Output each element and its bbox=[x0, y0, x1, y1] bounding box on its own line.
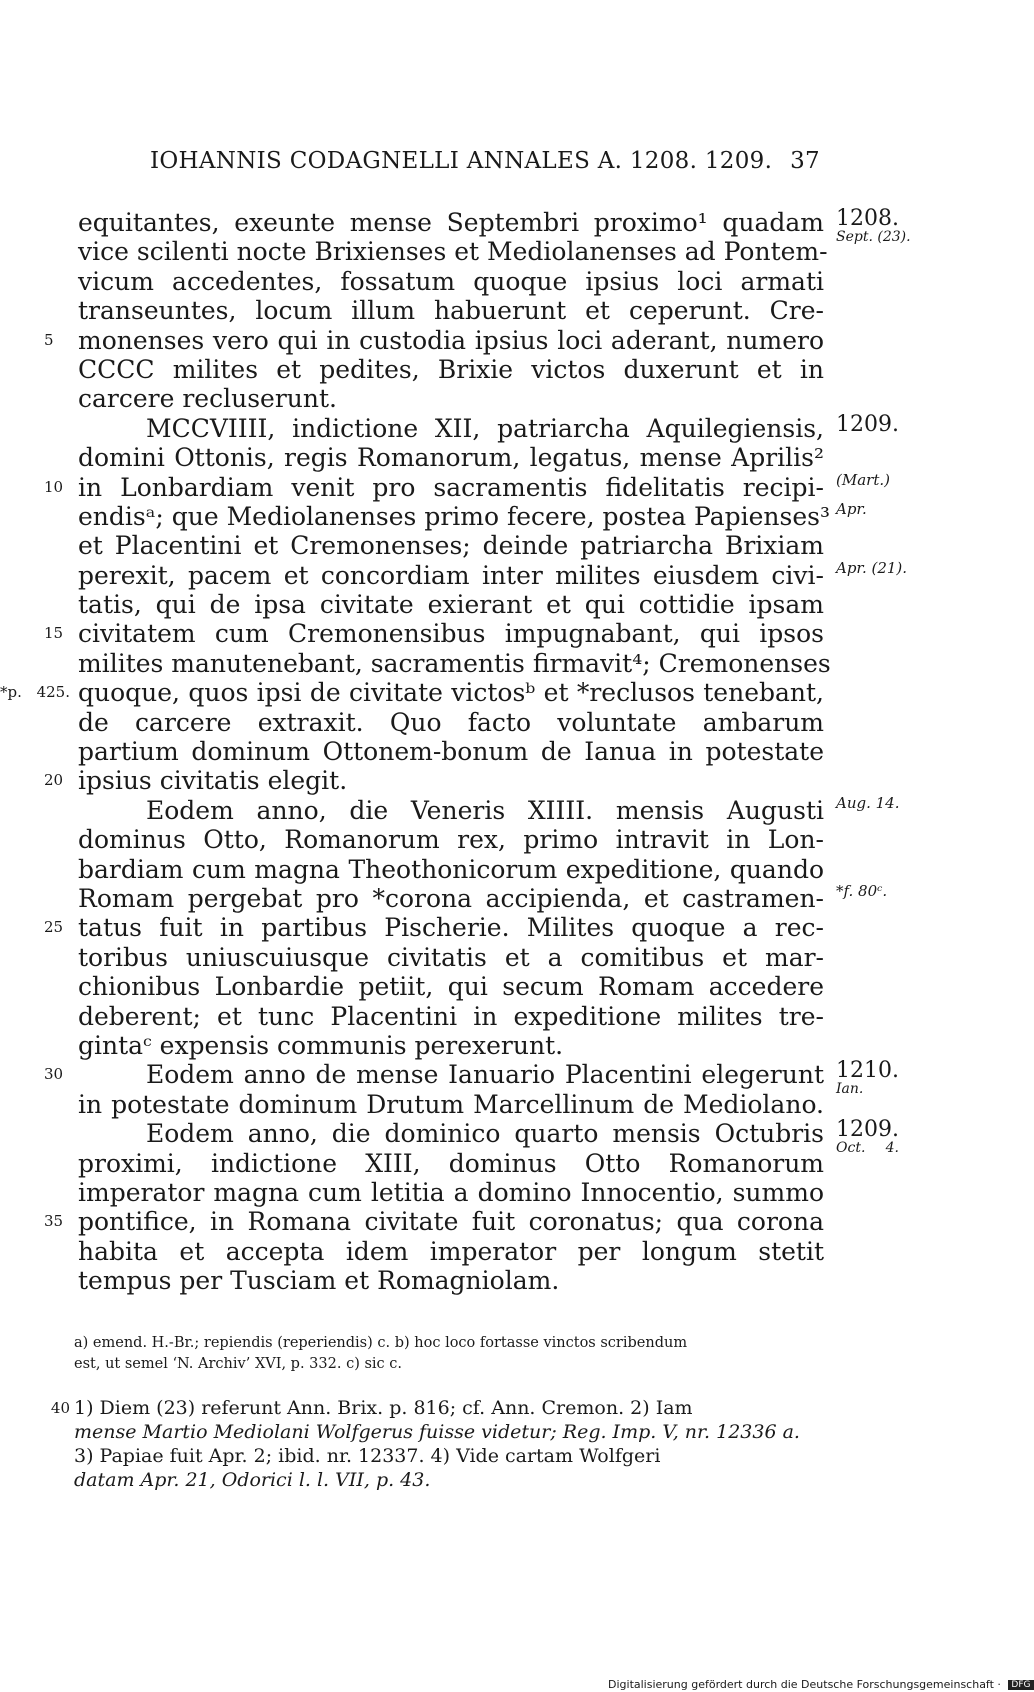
text-line: Romam pergebat pro *corona accipienda, et castramen- *f. 80ᶜ. bbox=[78, 881, 888, 913]
text-line: imperator magna cum letitia a domino Innocentio, summo bbox=[78, 1177, 824, 1207]
running-header bbox=[150, 148, 820, 174]
text-line: 5 monenses vero qui in custodia ipsius loci aderant, numero bbox=[44, 325, 824, 355]
text-line: equitantes, exeunte mense Septembri proximo¹ quadam 1208. Sept. (23). bbox=[78, 206, 911, 245]
footnote-line: datam Apr. 21, Odorici l. l. VII, p. 43. bbox=[74, 1469, 431, 1491]
footnote-line: 40 1) Diem (23) referunt Ann. Brix. p. 816; cf. Ann. Cremon. 2) Iam bbox=[74, 1396, 822, 1420]
apparatus-line: est, ut semel ‘N. Archiv’ XVI, p. 332. c) sic c. bbox=[74, 1356, 402, 1372]
text-line: in potestate dominum Drutum Marcellinum de Mediolano. bbox=[78, 1089, 824, 1119]
line-number: 10 bbox=[44, 477, 64, 496]
text-line: chionibus Lonbardie petiit, qui secum Romam accedere bbox=[78, 972, 824, 1002]
margin-date: Aug. 14. bbox=[836, 793, 900, 812]
text-line: MCCVIIII, indictione XII, patriarcha Aquilegiensis, 1209. bbox=[146, 411, 899, 443]
text-line: 35 pontifice, in Romana civitate fuit coronatus; qua corona bbox=[44, 1207, 824, 1237]
main-text bbox=[0, 206, 911, 1296]
margin-date: 1210. Ian. bbox=[836, 1058, 899, 1098]
text-line: 20 ipsius civitatis elegit. bbox=[44, 766, 348, 796]
text-line: carcere recluserunt. bbox=[78, 384, 337, 414]
text-line: CCCC milites et pedites, Brixie victos duxerunt et in bbox=[78, 354, 824, 384]
line-number: 5 bbox=[44, 330, 54, 349]
footnotes bbox=[50, 1396, 822, 1492]
margin-date: 1208. Sept. (23). bbox=[836, 206, 911, 245]
apparatus-line: a) emend. H.-Br.; repiendis (reperiendis) c. b) hoc loco fortasse vinctos scribendum bbox=[74, 1335, 688, 1351]
page-reference: *p. 425. bbox=[0, 683, 70, 702]
text-line: habita et accepta idem imperator per longum stetit bbox=[78, 1236, 824, 1266]
line-number: 35 bbox=[44, 1212, 64, 1231]
line-number: 15 bbox=[44, 624, 64, 643]
line-number: 40 bbox=[50, 1399, 70, 1417]
text-line: et Placentini et Cremonenses; deinde patriarcha Brixiam bbox=[78, 531, 824, 561]
line-number: 25 bbox=[44, 918, 64, 937]
text-line: bardiam cum magna Theothonicorum expeditione, quando bbox=[78, 854, 824, 884]
text-line: tempus per Tusciam et Romagniolam. bbox=[78, 1266, 560, 1296]
page-number: 37 bbox=[790, 148, 820, 174]
margin-date: (Mart.) bbox=[836, 470, 890, 489]
text-line: de carcere extraxit. Quo facto voluntate ambarum bbox=[78, 707, 824, 737]
credit-text: Digitalisierung gefördert durch die Deutsche Forschungsgemeinschaft · bbox=[608, 1678, 1001, 1691]
margin-folio: *f. 80ᶜ. bbox=[836, 881, 888, 900]
critical-apparatus bbox=[74, 1333, 822, 1375]
text-line: dominus Otto, Romanorum rex, primo intravit in Lon- bbox=[78, 825, 824, 855]
running-title: IOHANNIS CODAGNELLI ANNALES A. 1208. 1209. bbox=[150, 148, 773, 174]
text-line: perexit, pacem et concordiam inter milites eiusdem civi- Apr. (21). bbox=[78, 558, 908, 590]
text-line: tatis, qui de ipsa civitate exierant et qui cottidie ipsam bbox=[78, 590, 824, 620]
text-line: vicum accedentes, fossatum quoque ipsius loci armati bbox=[78, 266, 824, 296]
text-line: proximi, indictione XIII, dominus Otto Romanorum bbox=[78, 1148, 824, 1178]
margin-date: 1209. Oct. 4. bbox=[836, 1117, 899, 1157]
line-number: 20 bbox=[44, 771, 64, 790]
text-line: endisᵃ; que Mediolanenses primo fecere, postea Papienses³ Apr. bbox=[78, 499, 867, 531]
text-line: 10 in Lonbardiam venit pro sacramentis fidelitatis recipi- (Mart.) bbox=[44, 470, 890, 502]
text-line: *p. 425. quoque, quos ipsi de civitate victosᵇ et *reclusos tenebant, bbox=[0, 678, 824, 708]
text-line: 30 Eodem anno de mense Ianuario Placentini elegerunt 1210. Ian. bbox=[44, 1058, 899, 1098]
text-line: domini Ottonis, regis Romanorum, legatus, mense Aprilis² bbox=[78, 443, 824, 473]
dfg-logo: DFG bbox=[1008, 1680, 1033, 1690]
margin-date: 1209. bbox=[836, 411, 899, 437]
margin-date: Apr. bbox=[836, 499, 867, 518]
text-line: 15 civitatem cum Cremonensibus impugnabant, qui ipsos bbox=[44, 619, 824, 649]
digitization-credit bbox=[608, 1678, 1034, 1691]
text-line: transeuntes, locum illum habuerunt et ceperunt. Cre- bbox=[78, 296, 824, 326]
text-line: milites manutenebant, sacramentis firmavit⁴; Cremonenses bbox=[78, 648, 831, 678]
text-line: 25 tatus fuit in partibus Pischerie. Milites quoque a rec- bbox=[44, 913, 824, 943]
text-line: gintaᶜ expensis communis perexerunt. bbox=[78, 1030, 564, 1060]
text-line: deberent; et tunc Placentini in expeditione milites tre- bbox=[78, 1001, 824, 1031]
line-number: 30 bbox=[44, 1065, 64, 1084]
footnote-line: 3) Papiae fuit Apr. 2; ibid. nr. 12337. 4) Vide cartam Wolfgeri bbox=[74, 1445, 661, 1467]
text-line: Eodem anno, die dominico quarto mensis Octubris 1209. Oct. 4. bbox=[146, 1117, 899, 1157]
text-line: vice scilenti nocte Brixienses et Mediolanenses ad Pontem- bbox=[78, 237, 828, 267]
text-line: Eodem anno, die Veneris XIIII. mensis Augusti Aug. 14. bbox=[146, 793, 900, 825]
margin-date: Apr. (21). bbox=[836, 558, 908, 577]
text-line: toribus uniuscuiusque civitatis et a comitibus et mar- bbox=[78, 942, 824, 972]
footnote-line: mense Martio Mediolani Wolfgerus fuisse videtur; Reg. Imp. V, nr. 12336 a. bbox=[74, 1421, 800, 1443]
text-line: partium dominum Ottonem-bonum de Ianua in potestate bbox=[78, 737, 824, 767]
